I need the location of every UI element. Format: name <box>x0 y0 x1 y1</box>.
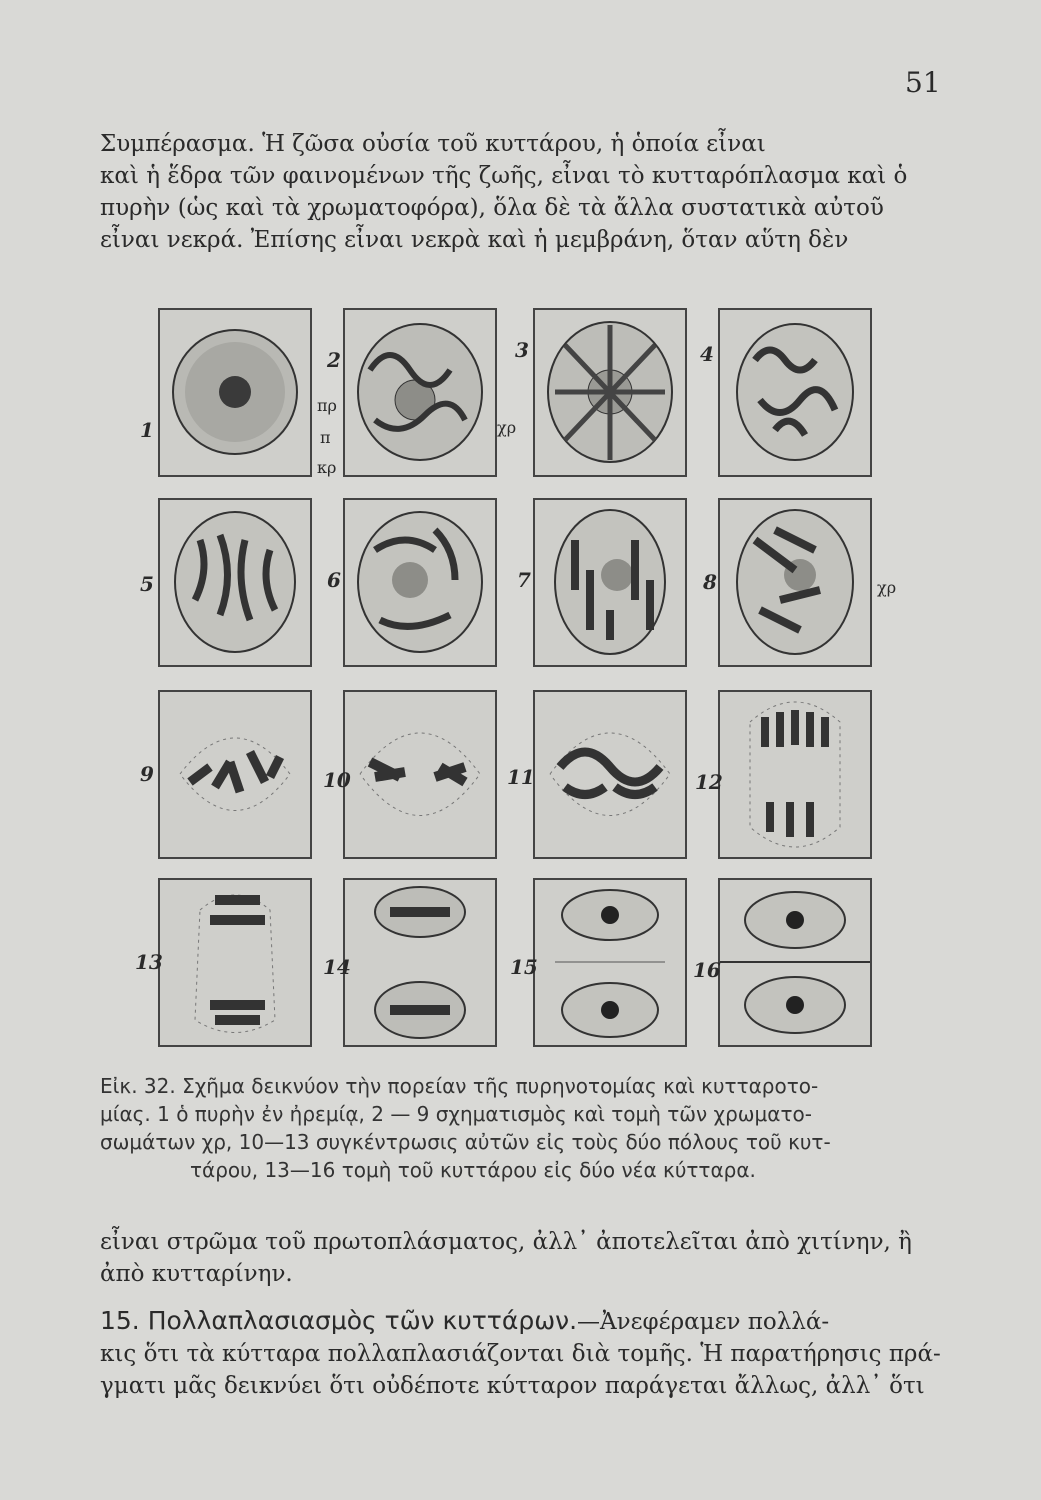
figure-cell-13 <box>158 878 312 1047</box>
figure-cell-8 <box>718 498 872 667</box>
figure-cell-14 <box>343 878 497 1047</box>
page-number: 51 <box>905 66 941 99</box>
section-15-line: —Ἀνεφέραμεν πολλά- <box>577 1309 830 1335</box>
figure-cell-2 <box>343 308 497 477</box>
figure-label-6: 6 <box>327 568 341 592</box>
annotation-pr: πρ <box>317 396 337 415</box>
section-15 <box>100 1305 955 1402</box>
caption-line: μίας. 1 ὁ πυρὴν ἐν ἠρεμίᾳ, 2 — 9 σχηματισμὸς καὶ τομὴ τῶν χρωματο- <box>100 1102 812 1126</box>
figure-label-2: 2 <box>327 348 341 372</box>
figure-cell-7 <box>533 498 687 667</box>
figure-cell-1 <box>158 308 312 477</box>
caption-line: Εἰκ. 32. Σχῆμα δεικνύον τὴν πορείαν τῆς πυρηνοτομίας καὶ κυτταροτο- <box>100 1074 819 1098</box>
figure-label-8: 8 <box>703 570 717 594</box>
figure-cell-12 <box>718 690 872 859</box>
mitosis-figure <box>135 300 897 1055</box>
figure-cell-5 <box>158 498 312 667</box>
section-15-line: γματι μᾶς δεικνύει ὅτι οὐδέποτε κύτταρον παράγεται ἄλλως, ἀλλ᾽ ὅτι <box>100 1373 925 1399</box>
figure-label-7: 7 <box>517 568 531 592</box>
figure-cell-16 <box>718 878 872 1047</box>
continuation-line: εἶναι στρῶμα τοῦ πρωτοπλάσματος, ἀλλ᾽ ἀποτελεῖται ἀπὸ χιτίνην, ἢ <box>100 1229 912 1255</box>
conclusion-line: καὶ ἡ ἕδρα τῶν φαινομένων τῆς ζωῆς, εἶναι τὸ κυτταρόπλασμα καὶ ὁ <box>100 163 908 189</box>
continuation-paragraph <box>100 1226 955 1290</box>
figure-label-11: 11 <box>507 765 535 789</box>
figure-label-3: 3 <box>515 338 529 362</box>
figure-cell-9 <box>158 690 312 859</box>
annotation-p: π <box>320 428 331 447</box>
figure-label-9: 9 <box>140 762 154 786</box>
figure-cell-10 <box>343 690 497 859</box>
continuation-line: ἀπὸ κυτταρίνην. <box>100 1261 293 1287</box>
figure-label-10: 10 <box>323 768 351 792</box>
figure-cell-3 <box>533 308 687 477</box>
figure-label-16: 16 <box>693 958 721 982</box>
caption-line: τάρου, 13—16 τομὴ τοῦ κυττάρου εἰς δύο νέα κύτταρα. <box>190 1158 756 1182</box>
conclusion-paragraph <box>100 128 955 256</box>
section-15-first-line <box>100 1305 955 1338</box>
figure-label-13: 13 <box>135 950 163 974</box>
figure-label-1: 1 <box>140 418 154 442</box>
annotation-kr: κρ <box>317 458 337 477</box>
figure-label-4: 4 <box>700 342 714 366</box>
figure-cell-15 <box>533 878 687 1047</box>
figure-label-14: 14 <box>323 955 351 979</box>
figure-cell-4 <box>718 308 872 477</box>
figure-label-15: 15 <box>510 955 538 979</box>
annotation-chr-8: χρ <box>877 578 897 597</box>
conclusion-line: Συμπέρασμα. Ἡ ζῶσα οὐσία τοῦ κυττάρου, ἡ ὁποία εἶναι <box>100 131 766 157</box>
section-15-line: κις ὅτι τὰ κύτταρα πολλαπλασιάζονται διὰ τομῆς. Ἡ παρατήρησις πρά- <box>100 1341 941 1367</box>
figure-cell-11 <box>533 690 687 859</box>
conclusion-line: εἶναι νεκρά. Ἐπίσης εἶναι νεκρὰ καὶ ἡ μεμβράνη, ὅταν αὕτη δὲν <box>100 227 849 253</box>
caption-line: σωμάτων χρ, 10—13 συγκέντρωσις αὐτῶν εἰς τοὺς δύο πόλους τοῦ κυτ- <box>100 1130 831 1154</box>
figure-cell-6 <box>343 498 497 667</box>
conclusion-line: πυρὴν (ὡς καὶ τὰ χρωματοφόρα), ὅλα δὲ τὰ ἄλλα συστατικὰ αὐτοῦ <box>100 195 884 221</box>
section-title: 15. Πολλαπλασιασμὸς τῶν κυττάρων. <box>100 1306 578 1335</box>
figure-caption <box>100 1072 960 1184</box>
figure-label-12: 12 <box>695 770 723 794</box>
annotation-chr-3: χρ <box>497 418 517 437</box>
figure-label-5: 5 <box>140 572 154 596</box>
